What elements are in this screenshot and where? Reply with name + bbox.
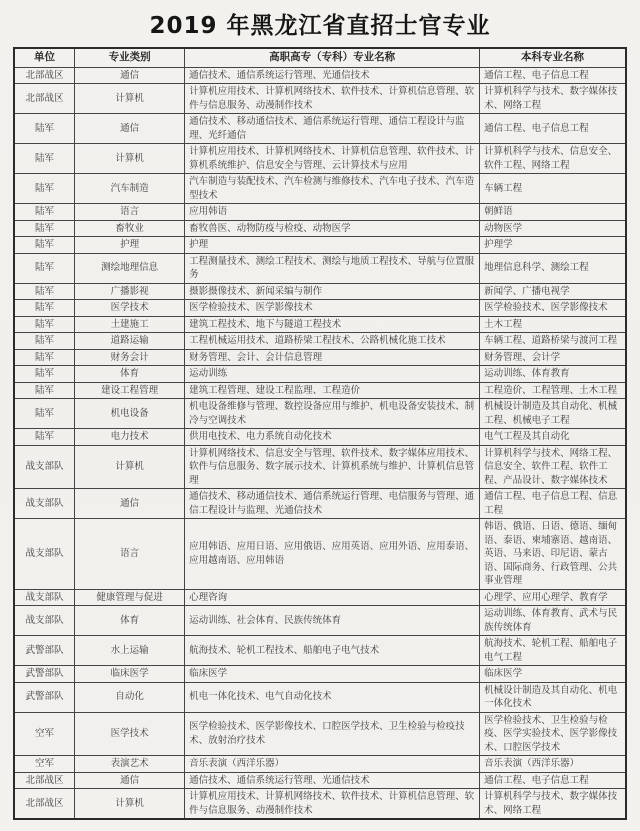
cell-bachelor-majors: 临床医学 (480, 666, 626, 683)
table-row (14, 589, 626, 606)
cell-unit: 陆军 (14, 349, 75, 366)
cell-college-majors: 通信技术、通信系统运行管理、光通信技术 (185, 67, 480, 84)
cell-category: 语言 (75, 519, 185, 590)
table-row (14, 349, 626, 366)
cell-college-majors: 工程机械运用技术、道路桥梁工程技术、公路机械化施工技术 (185, 333, 480, 350)
table-row (14, 333, 626, 350)
cell-category: 畜牧业 (75, 220, 185, 237)
cell-bachelor-majors: 计算机科学与技术、数字媒体技术、网络工程 (480, 789, 626, 820)
cell-unit: 战支部队 (14, 606, 75, 636)
cell-category: 健康管理与促进 (75, 589, 185, 606)
cell-bachelor-majors: 运动训练、体育教育、武术与民族传统体育 (480, 606, 626, 636)
cell-bachelor-majors: 心理学、应用心理学、教育学 (480, 589, 626, 606)
cell-college-majors: 通信技术、移动通信技术、通信系统运行管理、通信工程设计与监理、光纤通信 (185, 114, 480, 144)
cell-college-majors: 临床医学 (185, 666, 480, 683)
cell-bachelor-majors: 医学检验技术、卫生检验与检疫、医学实验技术、医学影像技术、口腔医学技术 (480, 712, 626, 756)
cell-college-majors: 机电设备维修与管理、数控设备应用与维护、机电设备安装技术、制冷与空调技术 (185, 399, 480, 429)
cell-bachelor-majors: 电气工程及其自动化 (480, 429, 626, 446)
table-row (14, 204, 626, 221)
table-row (14, 489, 626, 519)
cell-category: 临床医学 (75, 666, 185, 683)
cell-bachelor-majors: 通信工程、电子信息工程 (480, 114, 626, 144)
cell-category: 计算机 (75, 445, 185, 489)
cell-category: 汽车制造 (75, 174, 185, 204)
table-row (14, 666, 626, 683)
cell-college-majors: 通信技术、移动通信技术、通信系统运行管理、电信服务与管理、通信工程设计与监理、光通信技术 (185, 489, 480, 519)
cell-unit: 陆军 (14, 220, 75, 237)
cell-category: 医学技术 (75, 300, 185, 317)
cell-bachelor-majors: 地理信息科学、测绘工程 (480, 253, 626, 283)
cell-unit: 武警部队 (14, 666, 75, 683)
majors-table (13, 47, 627, 820)
cell-unit: 北部战区 (14, 789, 75, 820)
cell-unit: 陆军 (14, 253, 75, 283)
table-body (14, 67, 626, 819)
table-row (14, 283, 626, 300)
table-row (14, 772, 626, 789)
cell-category: 护理 (75, 237, 185, 254)
cell-category: 测绘地理信息 (75, 253, 185, 283)
cell-category: 计算机 (75, 144, 185, 174)
table-row (14, 636, 626, 666)
cell-unit: 空军 (14, 712, 75, 756)
header-bachelor-majors: 本科专业名称 (480, 48, 626, 67)
cell-bachelor-majors: 新闻学、广播电视学 (480, 283, 626, 300)
cell-bachelor-majors: 运动训练、体育教育 (480, 366, 626, 383)
cell-college-majors: 医学检验技术、医学影像技术、口腔医学技术、卫生检验与检疫技术、放射治疗技术 (185, 712, 480, 756)
cell-bachelor-majors: 韩语、俄语、日语、德语、缅甸语、泰语、柬埔寨语、越南语、英语、马来语、印尼语、蒙古语、国际商务、行政管理、公共事业管理 (480, 519, 626, 590)
cell-category: 土建施工 (75, 316, 185, 333)
cell-college-majors: 机电一体化技术、电气自动化技术 (185, 682, 480, 712)
cell-bachelor-majors: 计算机科学与技术、网络工程、信息安全、软件工程、软件工程、产品设计、数字媒体技术 (480, 445, 626, 489)
cell-category: 通信 (75, 772, 185, 789)
cell-unit: 武警部队 (14, 682, 75, 712)
cell-college-majors: 摄影摄像技术、新闻采编与制作 (185, 283, 480, 300)
cell-unit: 陆军 (14, 144, 75, 174)
cell-college-majors: 供用电技术、电力系统自动化技术 (185, 429, 480, 446)
page-title: 2019 年黑龙江省直招士官专业 (149, 13, 491, 39)
table-row (14, 237, 626, 254)
cell-category: 道路运输 (75, 333, 185, 350)
cell-college-majors: 财务管理、会计、会计信息管理 (185, 349, 480, 366)
cell-bachelor-majors: 动物医学 (480, 220, 626, 237)
cell-bachelor-majors: 工程造价、工程管理、土木工程 (480, 382, 626, 399)
cell-college-majors: 音乐表演（西洋乐器） (185, 756, 480, 773)
table-row (14, 606, 626, 636)
cell-college-majors: 建筑工程管理、建设工程监理、工程造价 (185, 382, 480, 399)
cell-unit: 陆军 (14, 399, 75, 429)
cell-college-majors: 应用韩语 (185, 204, 480, 221)
table-row (14, 519, 626, 590)
cell-unit: 北部战区 (14, 67, 75, 84)
cell-category: 广播影视 (75, 283, 185, 300)
cell-college-majors: 畜牧兽医、动物防疫与检疫、动物医学 (185, 220, 480, 237)
table-header-row (14, 48, 626, 67)
cell-unit: 战支部队 (14, 445, 75, 489)
cell-college-majors: 计算机应用技术、计算机网络技术、软件技术、计算机信息管理、软件与信息服务、动漫制作技术 (185, 84, 480, 114)
cell-college-majors: 航海技术、轮机工程技术、船舶电子电气技术 (185, 636, 480, 666)
cell-bachelor-majors: 医学检验技术、医学影像技术 (480, 300, 626, 317)
cell-category: 通信 (75, 67, 185, 84)
cell-bachelor-majors: 车辆工程、道路桥梁与渡河工程 (480, 333, 626, 350)
cell-category: 通信 (75, 114, 185, 144)
cell-college-majors: 护理 (185, 237, 480, 254)
cell-bachelor-majors: 朝鲜语 (480, 204, 626, 221)
cell-category: 体育 (75, 606, 185, 636)
table-row (14, 382, 626, 399)
cell-unit: 武警部队 (14, 636, 75, 666)
cell-college-majors: 心理咨询 (185, 589, 480, 606)
cell-category: 财务会计 (75, 349, 185, 366)
cell-bachelor-majors: 通信工程、电子信息工程 (480, 772, 626, 789)
table-row (14, 429, 626, 446)
table-row (14, 316, 626, 333)
cell-unit: 陆军 (14, 283, 75, 300)
cell-unit: 战支部队 (14, 489, 75, 519)
cell-bachelor-majors: 计算机科学与技术、信息安全、软件工程、网络工程 (480, 144, 626, 174)
cell-college-majors: 建筑工程技术、地下与隧道工程技术 (185, 316, 480, 333)
cell-category: 医学技术 (75, 712, 185, 756)
cell-unit: 陆军 (14, 382, 75, 399)
cell-college-majors: 运动训练 (185, 366, 480, 383)
table-row (14, 114, 626, 144)
cell-unit: 战支部队 (14, 519, 75, 590)
cell-bachelor-majors: 通信工程、电子信息工程、信息工程 (480, 489, 626, 519)
cell-category: 计算机 (75, 84, 185, 114)
table-row (14, 300, 626, 317)
cell-unit: 陆军 (14, 300, 75, 317)
cell-bachelor-majors: 车辆工程 (480, 174, 626, 204)
table-row (14, 67, 626, 84)
cell-unit: 北部战区 (14, 772, 75, 789)
cell-college-majors: 计算机网络技术、信息安全与管理、软件技术、数字媒体应用技术、软件与信息服务、数字展示技术、计算机系统与维护、计算机信息管理 (185, 445, 480, 489)
table-row (14, 144, 626, 174)
cell-unit: 战支部队 (14, 589, 75, 606)
cell-bachelor-majors: 土木工程 (480, 316, 626, 333)
table-row (14, 712, 626, 756)
cell-unit: 陆军 (14, 429, 75, 446)
cell-college-majors: 医学检验技术、医学影像技术 (185, 300, 480, 317)
header-unit: 单位 (14, 48, 75, 67)
table-row (14, 682, 626, 712)
cell-bachelor-majors: 财务管理、会计学 (480, 349, 626, 366)
cell-unit: 陆军 (14, 366, 75, 383)
cell-college-majors: 计算机应用技术、计算机网络技术、软件技术、计算机信息管理、软件与信息服务、动漫制作技术 (185, 789, 480, 820)
table-row (14, 253, 626, 283)
cell-unit: 北部战区 (14, 84, 75, 114)
table-row (14, 789, 626, 820)
cell-unit: 空军 (14, 756, 75, 773)
cell-college-majors: 计算机应用技术、计算机网络技术、计算机信息管理、软件技术、计算机系统维护、信息安全与管理、云计算技术与应用 (185, 144, 480, 174)
cell-unit: 陆军 (14, 204, 75, 221)
cell-bachelor-majors: 机械设计制造及其自动化、机械工程、机械电子工程 (480, 399, 626, 429)
header-college-majors: 高职高专（专科）专业名称 (185, 48, 480, 67)
table-row (14, 399, 626, 429)
table-row (14, 174, 626, 204)
header-category: 专业类别 (75, 48, 185, 67)
cell-college-majors: 汽车制造与装配技术、汽车检测与维修技术、汽车电子技术、汽车造型技术 (185, 174, 480, 204)
cell-unit: 陆军 (14, 316, 75, 333)
cell-college-majors: 通信技术、通信系统运行管理、光通信技术 (185, 772, 480, 789)
cell-unit: 陆军 (14, 174, 75, 204)
table-row (14, 756, 626, 773)
table-row (14, 220, 626, 237)
cell-unit: 陆军 (14, 333, 75, 350)
cell-college-majors: 运动训练、社会体育、民族传统体育 (185, 606, 480, 636)
cell-category: 机电设备 (75, 399, 185, 429)
cell-bachelor-majors: 航海技术、轮机工程、船舶电子电气工程 (480, 636, 626, 666)
cell-bachelor-majors: 护理学 (480, 237, 626, 254)
table-row (14, 84, 626, 114)
cell-category: 自动化 (75, 682, 185, 712)
cell-bachelor-majors: 音乐表演（西洋乐器） (480, 756, 626, 773)
cell-category: 体育 (75, 366, 185, 383)
cell-unit: 陆军 (14, 114, 75, 144)
cell-college-majors: 应用韩语、应用日语、应用俄语、应用英语、应用外语、应用泰语、应用越南语、应用韩语 (185, 519, 480, 590)
cell-bachelor-majors: 机械设计制造及其自动化、机电一体化技术 (480, 682, 626, 712)
table-row (14, 445, 626, 489)
cell-category: 语言 (75, 204, 185, 221)
table-row (14, 366, 626, 383)
cell-category: 电力技术 (75, 429, 185, 446)
cell-category: 计算机 (75, 789, 185, 820)
cell-bachelor-majors: 计算机科学与技术、数字媒体技术、网络工程 (480, 84, 626, 114)
cell-bachelor-majors: 通信工程、电子信息工程 (480, 67, 626, 84)
cell-unit: 陆军 (14, 237, 75, 254)
cell-category: 建设工程管理 (75, 382, 185, 399)
cell-category: 通信 (75, 489, 185, 519)
cell-category: 表演艺术 (75, 756, 185, 773)
cell-college-majors: 工程测量技术、测绘工程技术、测绘与地质工程技术、导航与位置服务 (185, 253, 480, 283)
cell-category: 水上运输 (75, 636, 185, 666)
